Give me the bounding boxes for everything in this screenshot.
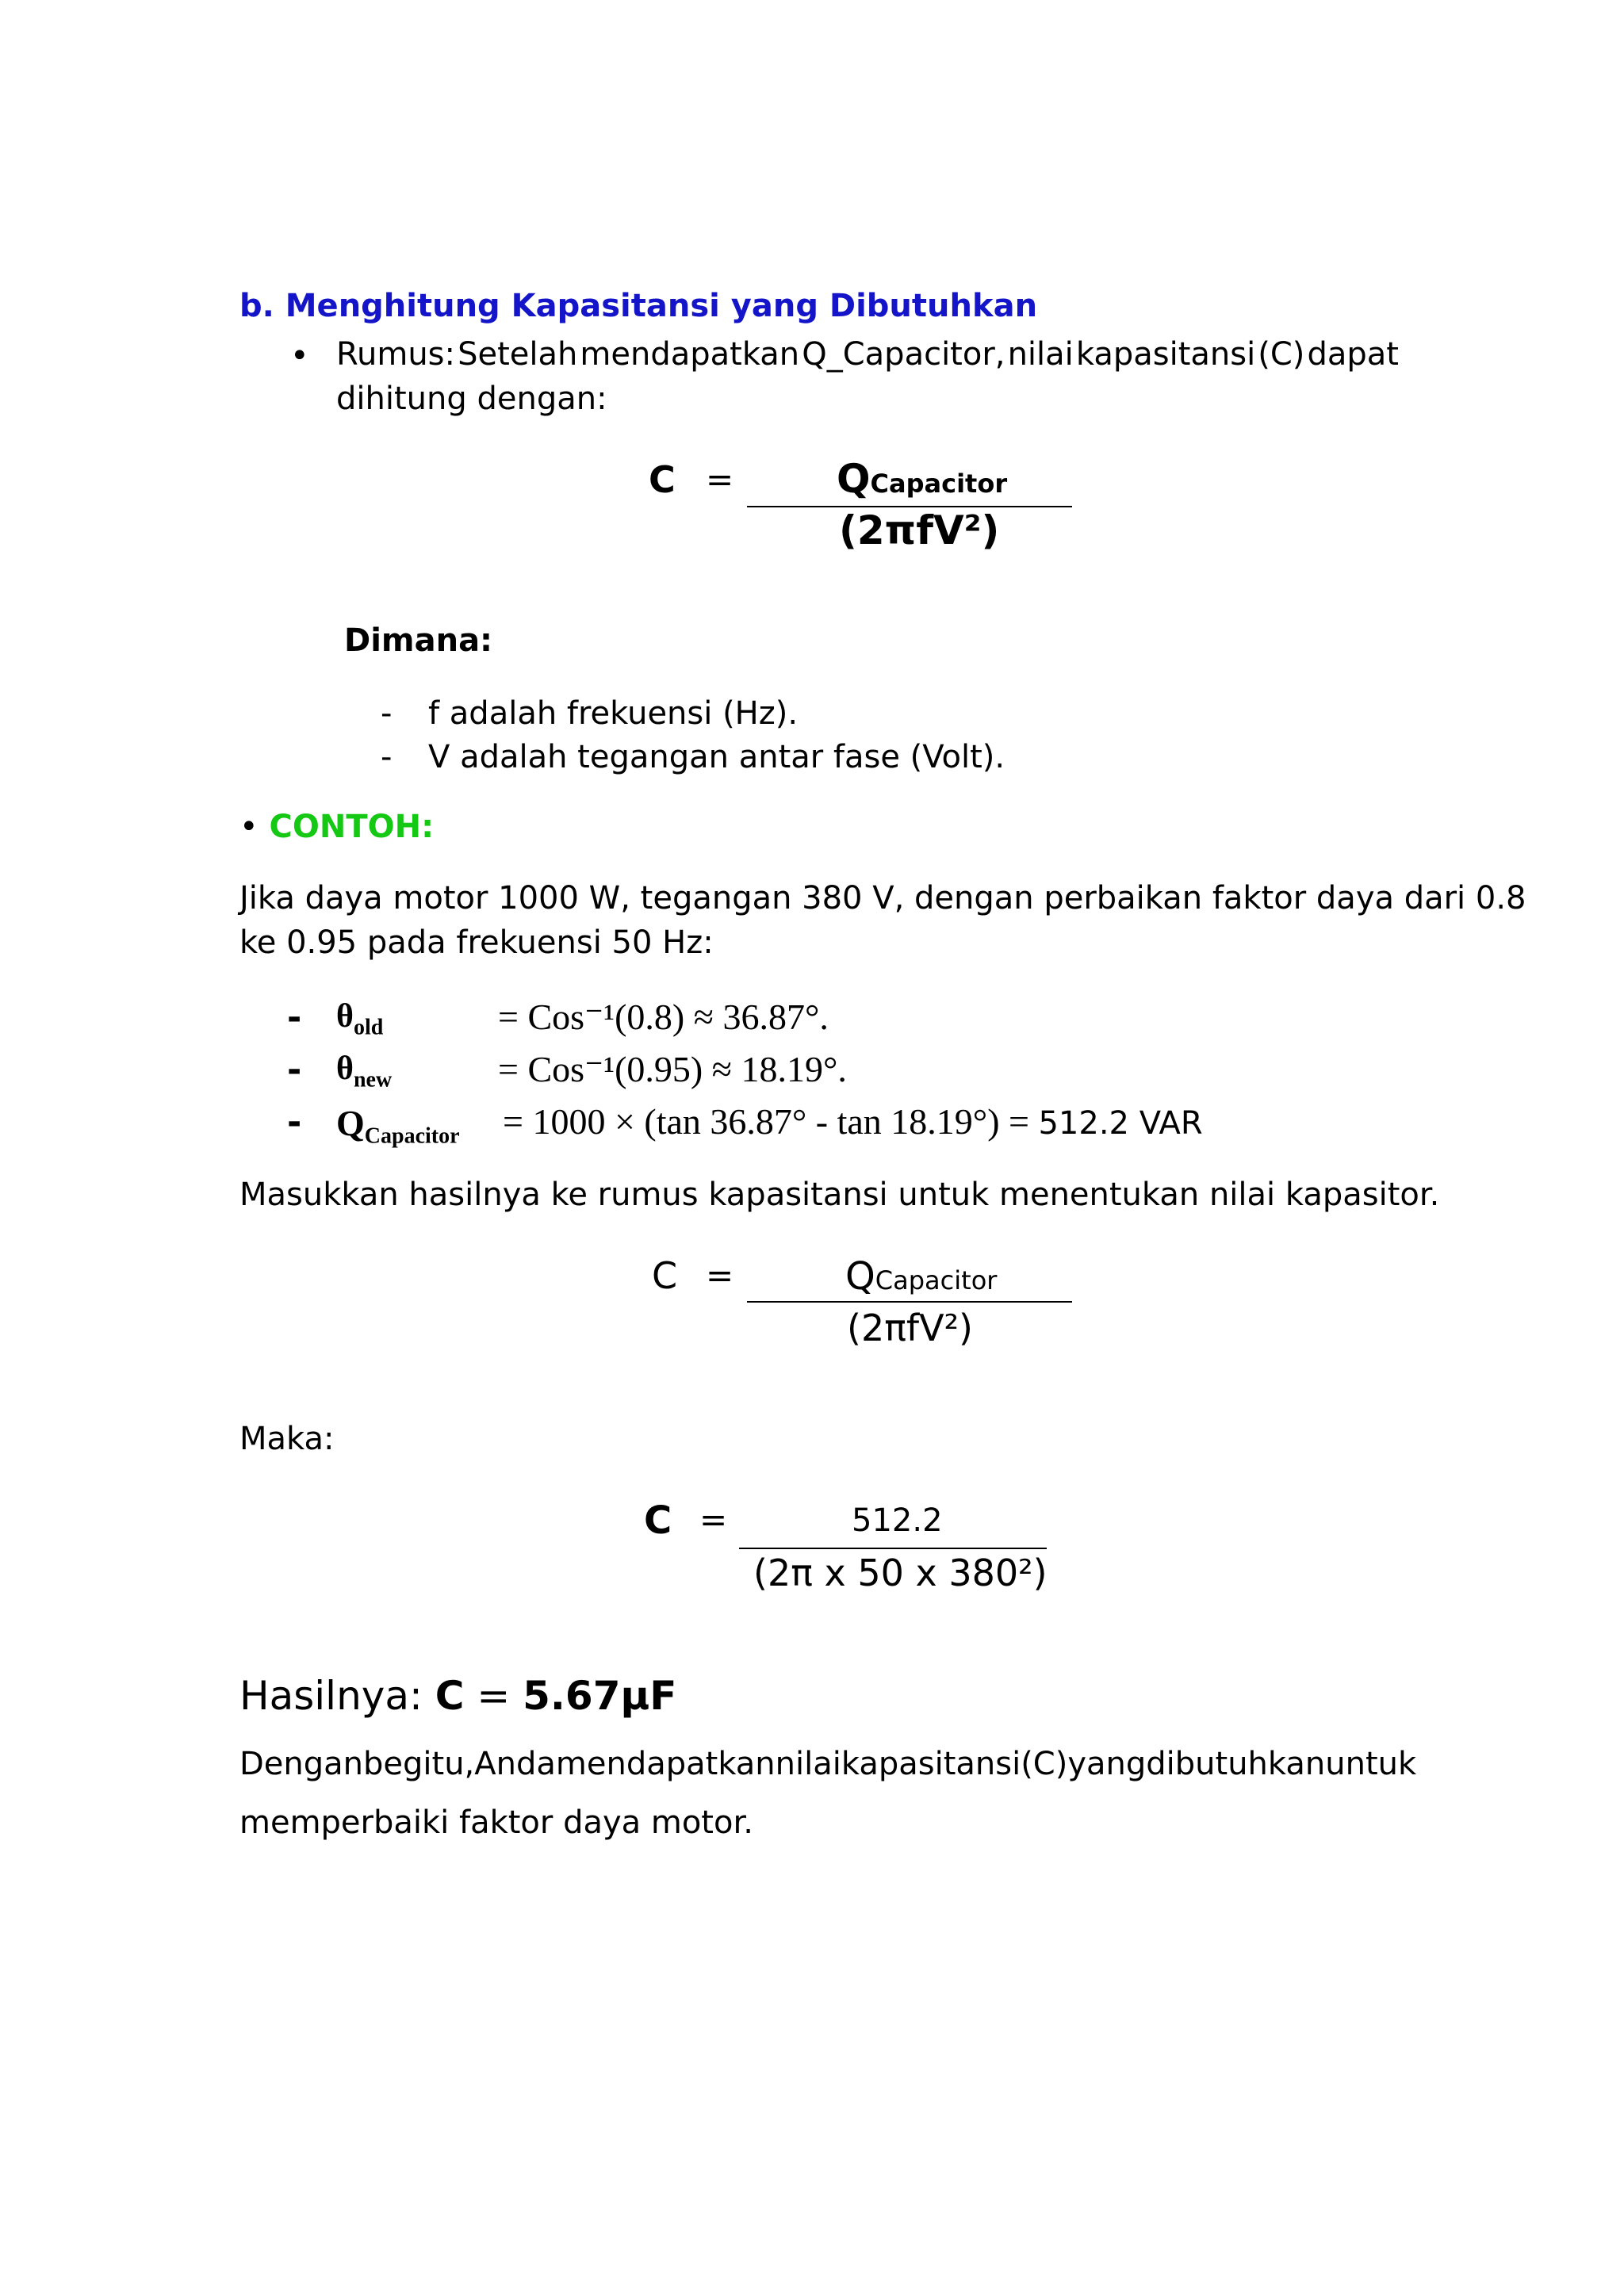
rumus-word: nilai <box>1007 336 1074 373</box>
q-capacitor-symbol <box>336 1102 460 1149</box>
closing-word: (C) <box>1021 1746 1068 1782</box>
rumus-word: mendapatkan <box>580 336 800 373</box>
closing-line-2: memperbaiki faktor daya motor. <box>239 1804 753 1841</box>
closing-word: mendapatkan <box>555 1746 776 1782</box>
rumus-word: Setelah <box>458 336 578 373</box>
rumus-word: kapasitansi <box>1075 336 1256 373</box>
result-equals: = <box>464 1673 523 1719</box>
closing-word: yang <box>1067 1746 1147 1782</box>
result-prefix: Hasilnya: <box>239 1673 435 1719</box>
formula3-numerator: 512.2 <box>852 1502 943 1539</box>
rumus-word: dapat <box>1307 336 1399 373</box>
result-c: C <box>435 1673 465 1719</box>
bullet-icon: • <box>239 809 259 845</box>
maka-text: Maka: <box>239 1421 335 1457</box>
closing-word: untuk <box>1325 1746 1417 1782</box>
q-capacitor-result: 512.2 VAR <box>1038 1105 1203 1142</box>
example-line-2: ke 0.95 pada frekuensi 50 Hz: <box>239 924 714 961</box>
formula1-q: Q <box>837 456 871 502</box>
contoh-text: CONTOH: <box>269 809 435 845</box>
theta-icon: θ <box>336 998 354 1035</box>
dimana-title: Dimana: <box>344 622 493 659</box>
theta-sub: new <box>353 1067 393 1093</box>
q-sub: Capacitor <box>364 1123 460 1149</box>
dimana-item-f: f adalah frekuensi (Hz). <box>428 695 799 732</box>
closing-word: nilai <box>775 1746 841 1782</box>
formula1-numerator <box>837 456 1007 502</box>
q-symbol: Q <box>336 1103 365 1143</box>
formula3-equals: = <box>699 1500 728 1539</box>
q-capacitor-value <box>503 1100 1203 1142</box>
closing-word: Anda <box>474 1746 556 1782</box>
example-line-1: Jika daya motor 1000 W, tegangan 380 V, dengan perbaikan faktor daya dari 0.8 <box>239 880 1526 916</box>
dimana-dash: - <box>381 739 393 775</box>
rumus-line-1 <box>336 336 1399 373</box>
formula2-fraction-bar <box>747 1301 1072 1303</box>
closing-word: dibutuhkan <box>1146 1746 1326 1782</box>
theta-new-symbol <box>336 1050 392 1093</box>
calc-dash: - <box>287 1050 302 1090</box>
result-value: 5.67μF <box>523 1673 677 1719</box>
formula1-equals: = <box>706 460 734 499</box>
formula1-denominator: (2πfV²) <box>839 507 1000 553</box>
q-capacitor-expression: = 1000 × (tan 36.87° - tan 18.19°) = <box>503 1101 1039 1142</box>
dimana-dash: - <box>381 695 393 732</box>
calc-dash: - <box>287 1102 302 1142</box>
formula3-lhs: C <box>644 1498 672 1543</box>
theta-new-value: = Cos⁻¹(0.95) ≈ 18.19°. <box>498 1049 847 1089</box>
formula2-lhs: C <box>652 1254 678 1297</box>
theta-sub: old <box>353 1015 384 1040</box>
rumus-line-2: dihitung dengan: <box>336 381 607 417</box>
formula2-numerator <box>845 1254 997 1299</box>
rumus-word: Rumus: <box>336 336 455 373</box>
formula2-equals: = <box>706 1256 734 1295</box>
result-line <box>239 1673 676 1719</box>
formula1-q-sub: Capacitor <box>870 469 1008 499</box>
masukkan-text: Masukkan hasilnya ke rumus kapasitansi untuk menentukan nilai kapasitor. <box>239 1177 1440 1213</box>
theta-icon: θ <box>336 1050 354 1087</box>
theta-old-symbol <box>336 997 383 1040</box>
formula2-denominator: (2πfV²) <box>847 1307 973 1349</box>
formula2-q: Q <box>845 1254 875 1299</box>
rumus-word: (C) <box>1258 336 1305 373</box>
formula2-q-sub: Capacitor <box>875 1265 998 1295</box>
formula3-denominator: (2π x 50 x 380²) <box>753 1552 1048 1594</box>
closing-word: kapasitansi <box>841 1746 1021 1782</box>
section-heading: b. Menghitung Kapasitansi yang Dibutuhkan <box>239 288 1038 324</box>
rumus-word: Q_Capacitor, <box>802 336 1005 373</box>
contoh-label <box>239 809 434 845</box>
bullet-icon: • <box>290 338 309 374</box>
closing-word: begitu, <box>363 1746 475 1782</box>
formula1-lhs: C <box>649 458 676 501</box>
dimana-item-v: V adalah tegangan antar fase (Volt). <box>428 739 1005 775</box>
theta-old-value: = Cos⁻¹(0.8) ≈ 36.87°. <box>498 997 829 1037</box>
formula3-fraction-bar <box>739 1548 1047 1549</box>
closing-line-1 <box>239 1746 1417 1782</box>
closing-word: Dengan <box>239 1746 364 1782</box>
calc-dash: - <box>287 997 302 1038</box>
